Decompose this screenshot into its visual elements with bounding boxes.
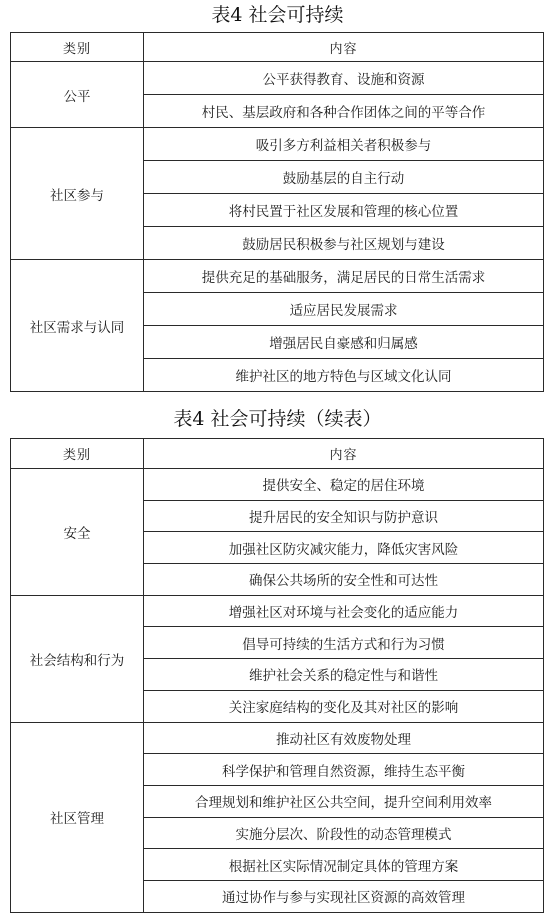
content-cell: 村民、基层政府和各种合作团体之间的平等合作 [144,95,544,128]
header-category: 类别 [11,33,144,62]
content-cell: 维护社会关系的稳定性与和谐性 [144,659,544,691]
content-cell: 提升居民的安全知识与防护意识 [144,500,544,532]
content-cell: 提供充足的基础服务，满足居民的日常生活需求 [144,260,544,293]
header-row [11,439,544,469]
content-cell: 倡导可持续的生活方式和行为习惯 [144,627,544,659]
table-row [11,595,544,627]
content-cell: 维护社区的地方特色与区域文化认同 [144,359,544,392]
content-cell: 鼓励基层的自主行动 [144,161,544,194]
content-cell: 增强社区对环境与社会变化的适应能力 [144,595,544,627]
content-cell: 公平获得教育、设施和资源 [144,62,544,95]
table-row [11,469,544,501]
header-row [11,33,544,62]
category-cell: 社会结构和行为 [11,595,144,722]
table-row [11,128,544,161]
content-cell: 确保公共场所的安全性和可达性 [144,564,544,596]
content-cell: 加强社区防灾减灾能力，降低灾害风险 [144,532,544,564]
content-cell: 增强居民自豪感和归属感 [144,326,544,359]
category-cell: 安全 [11,469,144,596]
content-cell: 提供安全、稳定的居住环境 [144,469,544,501]
content-cell: 实施分层次、阶段性的动态管理模式 [144,817,544,849]
content-cell: 适应居民发展需求 [144,293,544,326]
content-cell: 科学保护和管理自然资源，维持生态平衡 [144,754,544,786]
header-category: 类别 [11,439,144,469]
category-cell: 社区管理 [11,722,144,912]
category-cell: 社区需求与认同 [11,260,144,392]
content-cell: 将村民置于社区发展和管理的核心位置 [144,194,544,227]
content-cell: 根据社区实际情况制定具体的管理方案 [144,849,544,881]
content-cell: 合理规划和维护社区公共空间，提升空间利用效率 [144,785,544,817]
table-caption: 表4 社会可持续 [211,4,344,26]
data-table-continued [10,438,544,913]
table-row [11,722,544,754]
category-cell: 公平 [11,62,144,128]
header-content: 内容 [144,33,544,62]
table-body [11,33,544,392]
table-row [11,260,544,293]
content-cell: 吸引多方利益相关者积极参与 [144,128,544,161]
content-cell: 关注家庭结构的变化及其对社区的影响 [144,690,544,722]
header-content: 内容 [144,439,544,469]
content-cell: 通过协作与参与实现社区资源的高效管理 [144,880,544,912]
content-cell: 鼓励居民积极参与社区规划与建设 [144,227,544,260]
category-cell: 社区参与 [11,128,144,260]
content-cell: 推动社区有效废物处理 [144,722,544,754]
data-table [10,32,544,392]
table-body [11,439,544,913]
table-row [11,62,544,95]
table-caption-continued: 表4 社会可持续（续表） [173,408,382,430]
